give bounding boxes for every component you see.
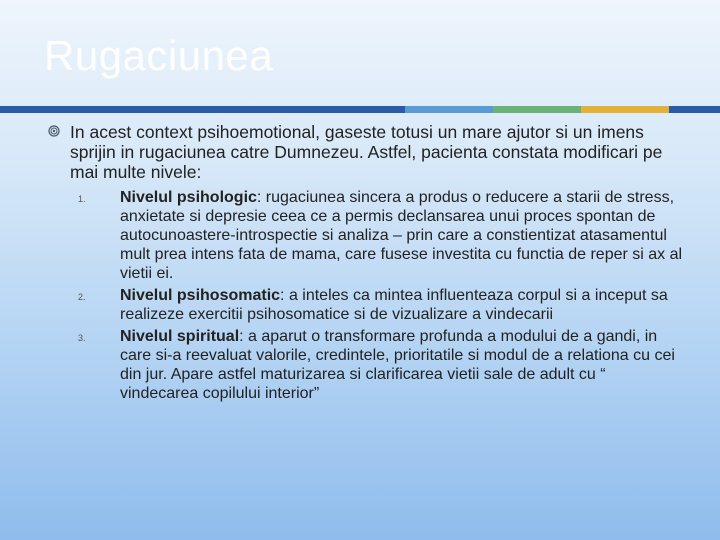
slide-title: Rugaciunea [44, 32, 274, 79]
list-item-text: : rugaciunea sincera a produs o reducere a starii de stress, anxietate si depresie ceea ce a permis declansarea unui proces spontan de autocunoastere-introspectie si analiza – prin care a constientizat atasamentul mult prea intens fata de mama, care fusese investita cu functia de reper si ax al vietii ei. [120, 189, 683, 282]
list-item-number: 1. [78, 194, 86, 204]
list-item-heading: Nivelul psihologic [120, 189, 257, 206]
list-item-number: 2. [78, 292, 86, 302]
list-item [78, 286, 688, 324]
list-item-text: : a aparut o transformare profunda a modului de a gandi, in care si-a reevaluat valorile, credintele, prioritatile si modul de a relationa cu cei din jur. Apare astfel maturizarea si clarificarea vietii sale de adult cu “ vindecarea copilului interior” [120, 328, 675, 402]
circle-bullet-icon [48, 125, 60, 137]
levels-list [78, 188, 688, 403]
main-bullet-text: In acest context psihoemotional, gaseste totusi un mare ajutor si un imens sprijin in rugaciunea catre Dumnezeu. Astfel, pacienta constata modificari pe mai multe nivele: [70, 122, 663, 182]
list-item-heading: Nivelul spiritual [120, 328, 240, 345]
band-segment [581, 106, 669, 113]
band-segment [405, 106, 493, 113]
main-bullet [48, 122, 688, 182]
band-segment [493, 106, 581, 113]
band-segment [669, 106, 720, 113]
slide-content [48, 122, 688, 403]
list-item-text: : a inteles ca mintea influenteaza corpul si a inceput sa realizeze exercitii psihosomatice si de vizualizare a vindecarii [120, 287, 668, 323]
list-item-heading: Nivelul psihosomatic [120, 287, 281, 304]
list-item [78, 327, 688, 403]
list-item-number: 3. [78, 333, 86, 343]
title-divider-band [0, 106, 720, 113]
band-segment [0, 106, 405, 113]
list-item [78, 188, 688, 283]
